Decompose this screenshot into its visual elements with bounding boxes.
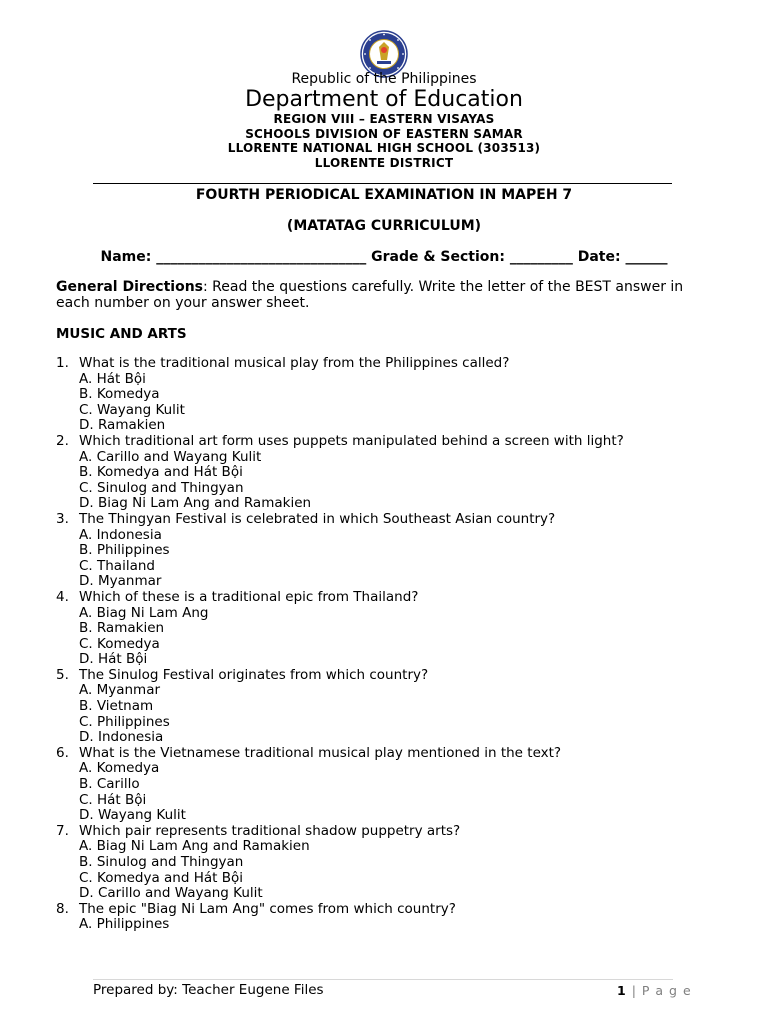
answer-option: A. Biag Ni Lam Ang xyxy=(79,604,209,621)
question-text: The Sinulog Festival originates from which country? xyxy=(79,666,429,683)
question-item xyxy=(56,590,736,668)
page-indicator xyxy=(617,983,692,999)
question-stem xyxy=(56,512,736,528)
department-title: Department of Education xyxy=(245,87,523,112)
question-text: Which of these is a traditional epic from Thailand? xyxy=(79,588,419,605)
answer-option: D. Carillo and Wayang Kulit xyxy=(79,885,263,902)
question-item xyxy=(56,746,736,824)
question-number: 2. xyxy=(56,432,69,449)
exam-title: FOURTH PERIODICAL EXAMINATION IN MAPEH 7 xyxy=(195,187,573,203)
answer-option: C. Hát Bội xyxy=(79,791,147,808)
question-text: What is the Vietnamese traditional musical play mentioned in the text? xyxy=(79,744,562,761)
answer-option: C. Komedya and Hát Bội xyxy=(79,869,243,886)
question-item xyxy=(56,356,736,434)
division-line: SCHOOLS DIVISION OF EASTERN SAMAR xyxy=(245,126,523,141)
answer-option: B. Ramakien xyxy=(79,620,165,637)
answer-option: A. Myanmar xyxy=(79,682,161,699)
answer-option: B. Komedya xyxy=(79,386,160,403)
republic-line: Republic of the Philippines xyxy=(291,71,477,87)
question-text: Which traditional art form uses puppets manipulated behind a screen with light? xyxy=(79,432,624,449)
answer-option: C. Komedya xyxy=(79,635,160,652)
answer-option: B. Vietnam xyxy=(79,698,154,715)
answer-option: A. Carillo and Wayang Kulit xyxy=(79,448,262,465)
question-item xyxy=(56,434,736,512)
answer-option: B. Sinulog and Thingyan xyxy=(79,854,244,870)
answer-option: C. Sinulog and Thingyan xyxy=(79,479,244,496)
question-item xyxy=(56,824,736,902)
question-list xyxy=(56,356,736,933)
answer-option: A. Biag Ni Lam Ang and Ramakien xyxy=(79,838,310,855)
question-text: What is the traditional musical play from the Philippines called? xyxy=(79,355,510,371)
question-item xyxy=(56,512,736,590)
page-number: 1 xyxy=(617,983,627,998)
answer-option: D. Ramakien xyxy=(79,417,166,434)
prepared-by: Prepared by: Teacher Eugene Files xyxy=(93,982,324,998)
question-number: 7. xyxy=(56,822,69,839)
district-line: LLORENTE DISTRICT xyxy=(314,155,454,170)
header-divider xyxy=(93,183,672,184)
answer-option: C. Philippines xyxy=(79,713,170,730)
section-heading: MUSIC AND ARTS xyxy=(56,326,187,342)
answer-option: D. Biag Ni Lam Ang and Ramakien xyxy=(79,495,312,512)
question-number: 1. xyxy=(56,355,69,371)
answer-option: D. Hát Bội xyxy=(79,651,148,668)
question-stem xyxy=(56,668,736,684)
student-info-line: Name: ______________________________ Grade & Section: _________ Date: ______ xyxy=(100,249,668,265)
page-separator: | xyxy=(631,983,637,998)
answer-option: B. Philippines xyxy=(79,542,170,559)
question-item xyxy=(56,668,736,746)
school-line: LLORENTE NATIONAL HIGH SCHOOL (303513) xyxy=(227,141,541,155)
answer-option: A. Indonesia xyxy=(79,526,162,543)
question-item xyxy=(56,902,736,933)
answer-option: C. Thailand xyxy=(79,557,155,574)
question-text: The Thingyan Festival is celebrated in which Southeast Asian country? xyxy=(79,510,556,527)
question-stem xyxy=(56,746,736,762)
answer-option: B. Komedya and Hát Bội xyxy=(79,464,243,481)
directions-label: General Directions xyxy=(56,279,203,295)
general-directions xyxy=(56,279,716,311)
answer-option: A. Philippines xyxy=(79,916,170,933)
question-number: 3. xyxy=(56,510,69,527)
question-number: 8. xyxy=(56,900,69,917)
question-stem xyxy=(56,434,736,450)
question-number: 6. xyxy=(56,744,69,761)
question-text: Which pair represents traditional shadow puppetry arts? xyxy=(79,822,461,839)
question-stem xyxy=(56,824,736,840)
answer-option: C. Wayang Kulit xyxy=(79,401,185,418)
page-label: P a g e xyxy=(641,983,692,998)
answer-option: D. Wayang Kulit xyxy=(79,807,186,824)
directions-text: : Read the questions carefully. Write the letter of the BEST answer in each number on your answer sheet. xyxy=(56,279,684,311)
question-number: 5. xyxy=(56,666,69,683)
answer-option: D. Myanmar xyxy=(79,573,162,590)
region-line: REGION VIII – EASTERN VISAYAS xyxy=(273,112,495,126)
question-number: 4. xyxy=(56,588,69,605)
answer-option: A. Komedya xyxy=(79,760,160,777)
question-stem xyxy=(56,356,736,372)
answer-option: D. Indonesia xyxy=(79,729,164,746)
footer-divider xyxy=(93,979,673,980)
curriculum-label: (MATATAG CURRICULUM) xyxy=(286,218,482,234)
answer-option: B. Carillo xyxy=(79,776,140,793)
question-stem xyxy=(56,590,736,606)
answer-option: A. Hát Bội xyxy=(79,370,146,387)
question-stem xyxy=(56,902,736,918)
question-text: The epic "Biag Ni Lam Ang" comes from which country? xyxy=(79,900,456,917)
